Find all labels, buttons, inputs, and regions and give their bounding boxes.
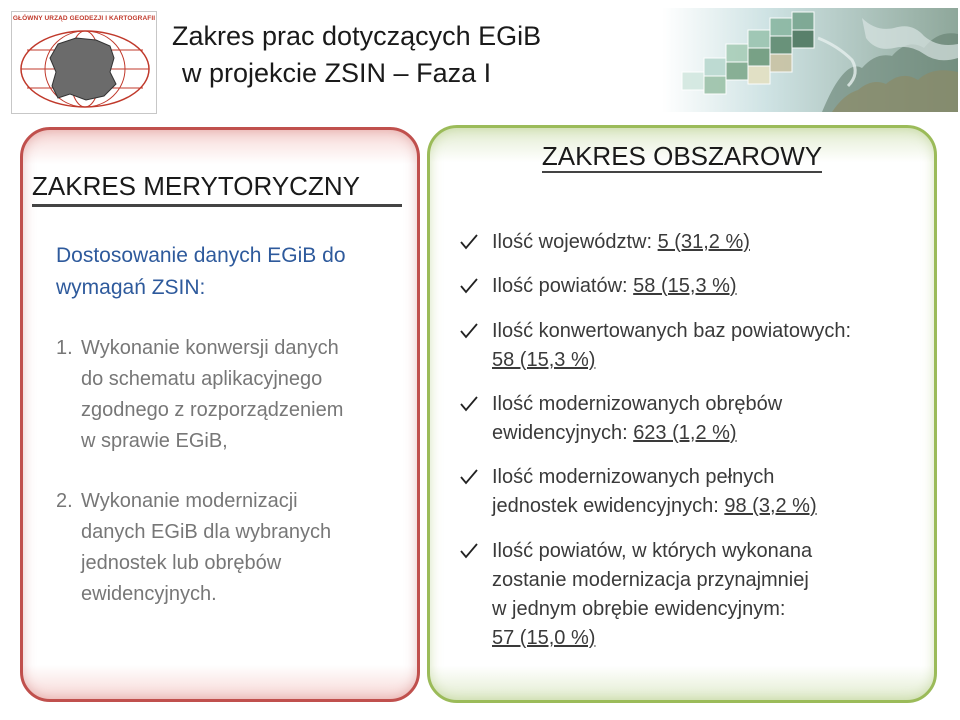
globe-map-icon	[18, 28, 152, 110]
item-label: zostanie modernizacja przynajmniej	[492, 569, 809, 591]
item-value: 57 (15,0 %)	[492, 627, 596, 649]
item-label: Ilość województw:	[492, 231, 658, 253]
checkmark-icon	[460, 278, 478, 294]
item-number: 2.	[56, 490, 73, 512]
list-item	[460, 272, 900, 301]
list-item	[460, 463, 900, 521]
list-item	[460, 228, 900, 257]
item-label: jednostek ewidencyjnych:	[492, 495, 725, 517]
item-value: 98 (3,2 %)	[724, 495, 817, 517]
substantive-scope-intro	[56, 240, 346, 304]
item-label: Ilość powiatów:	[492, 275, 634, 297]
intro-line-2: wymagań ZSIN:	[56, 276, 206, 299]
gugik-logo	[11, 11, 157, 114]
item-line: danych EGiB dla wybranych	[81, 521, 332, 543]
title-line-2: w projekcie ZSIN – Faza I	[182, 58, 492, 88]
item-label: Ilość powiatów, w których wykonana	[492, 540, 813, 562]
page-title	[172, 18, 541, 92]
checkmark-icon	[460, 469, 478, 485]
item-line: jednostek lub obrębów	[81, 552, 282, 574]
item-line: zgodnego z rozporządzeniem	[81, 399, 344, 421]
checkmark-icon	[460, 234, 478, 250]
item-value: 5 (31,2 %)	[657, 231, 750, 253]
item-line: Wykonanie modernizacji	[81, 490, 298, 512]
item-number: 1.	[56, 337, 73, 359]
item-value: 58 (15,3 %)	[492, 349, 596, 371]
title-line-1: Zakres prac dotyczących EGiB	[172, 21, 542, 51]
item-line: do schematu aplikacyjnego	[81, 368, 323, 390]
intro-line-1: Dostosowanie danych EGiB do	[56, 244, 346, 267]
item-label: ewidencyjnych:	[492, 422, 634, 444]
area-scope-heading	[427, 140, 937, 172]
item-label: Ilość konwertowanych baz powiatowych:	[492, 320, 852, 342]
satellite-map-banner	[662, 8, 958, 112]
item-label: w jednym obrębie ewidencyjnym:	[492, 598, 786, 620]
item-label: Ilość modernizowanych pełnych	[492, 466, 775, 488]
logo-text: GŁÓWNY URZĄD GEODEZJI I KARTOGRAFII	[12, 15, 156, 22]
list-item	[460, 317, 900, 375]
list-item	[56, 333, 343, 457]
list-item	[460, 390, 900, 448]
item-line: w sprawie EGiB,	[81, 430, 228, 452]
checkmark-icon	[460, 323, 478, 339]
checkmark-icon	[460, 543, 478, 559]
checkmark-icon	[460, 396, 478, 412]
area-scope-heading-text: ZAKRES OBSZAROWY	[541, 141, 823, 171]
item-line: ewidencyjnych.	[81, 583, 217, 605]
list-item	[56, 486, 331, 610]
item-label: Ilość modernizowanych obrębów	[492, 393, 783, 415]
item-value: 58 (15,3 %)	[633, 275, 737, 297]
substantive-scope-heading: ZAKRES MERYTORYCZNY	[32, 170, 402, 207]
item-line: Wykonanie konwersji danych	[81, 337, 339, 359]
list-item	[460, 537, 900, 653]
item-value: 623 (1,2 %)	[633, 422, 737, 444]
